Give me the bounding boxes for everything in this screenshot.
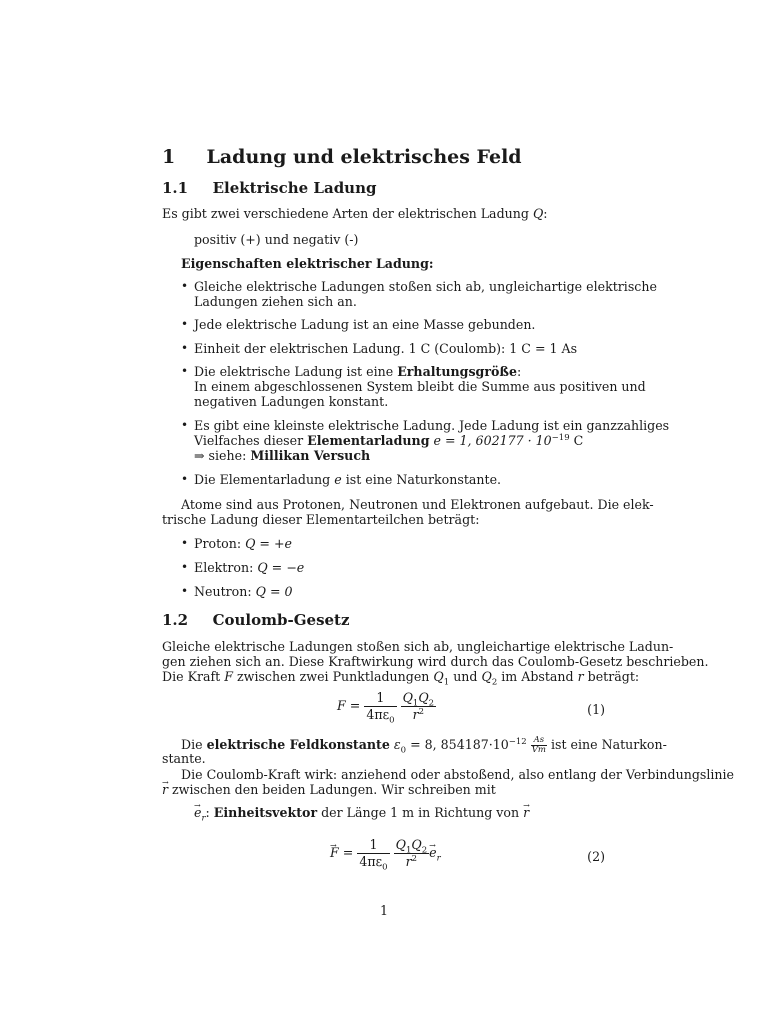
elementary-charge-term: Elementarladung — [307, 433, 430, 448]
page-number: 1 — [380, 903, 389, 918]
paragraph-line: stante. — [162, 751, 206, 766]
equation-2 — [330, 837, 441, 873]
subsection-title: Elektrische Ladung — [212, 179, 377, 197]
charge-symbol: Q — [481, 669, 492, 684]
paragraph-line: Atome sind aus Protonen, Neutronen und Elektronen aufgebaut. Die elek- — [181, 497, 654, 512]
equals-sign: = — [342, 845, 354, 860]
list-item-line: In einem abgeschlossenen System bleibt die Summe aus positiven und — [194, 379, 646, 394]
coulomb-paragraph: Gleiche elektrische Ladungen stoßen sich ab, ungleichartige elektrische Ladun- gen ziehen sich an. Diese Kraftwirkung wird durch das Coulomb-Gesetz beschrieben. Die Kraft F zwischen zwei Punktladungen $Q_1$ und $Q_2$ im Abstand r beträgt: — [162, 639, 709, 688]
paragraph-line: Gleiche elektrische Ladungen stoßen sich ab, ungleichartige elektrische Ladun- — [162, 639, 674, 654]
epsilon-symbol: ε — [393, 737, 401, 752]
unit-denominator: Vm — [531, 745, 546, 755]
particle-charge: Q = −e — [257, 560, 305, 575]
list-item-line: Es gibt eine kleinste elektrische Ladung. Jede Ladung ist ein ganzzahliges — [194, 418, 670, 433]
millikan-reference: Millikan Versuch — [250, 448, 371, 463]
list-item: Jede elektrische Ladung ist an eine Masse gebunden. — [194, 317, 536, 332]
bullet-dot: • — [181, 364, 189, 378]
list-item-text: Die Elementarladung — [194, 472, 331, 487]
list-item-neutron — [194, 584, 293, 599]
paragraph-text: zwischen zwei Punktladungen — [237, 669, 430, 684]
bullet-dot: • — [181, 317, 189, 331]
equation-number: (2) — [587, 849, 605, 864]
elementary-charge-symbol: e — [334, 472, 342, 487]
bullet-dot: • — [181, 472, 189, 486]
section-heading — [162, 146, 522, 168]
fraction-denominator: $r^2$ — [405, 853, 418, 869]
bullet-dot: • — [181, 584, 189, 598]
particle-charge: Q = 0 — [255, 584, 293, 599]
unit-vector-symbol: → e — [429, 845, 436, 860]
paragraph-text: Die Kraft — [162, 669, 221, 684]
subsection-heading-1-1 — [162, 181, 376, 196]
atoms-paragraph — [162, 497, 654, 527]
fraction — [357, 837, 389, 873]
charge-symbol: Q — [411, 837, 422, 852]
paragraph-text: im Abstand — [501, 669, 574, 684]
field-constant-paragraph: Die elektrische Feldkonstante $\varepsilon_0 = 8$, $854187\cdot 10^{-12}$ $\frac{As}{Vm}$ ist eine Naturkon- — [181, 735, 667, 756]
denominator-text: 4πε — [359, 854, 383, 869]
equation-lhs: F = — [337, 698, 361, 713]
r-vector-symbol: → r — [162, 782, 168, 797]
fraction-denominator: $r^2$ — [412, 706, 425, 722]
distance-symbol: r — [412, 707, 419, 722]
fraction — [394, 838, 430, 869]
list-item — [194, 472, 501, 487]
paragraph-line: gen ziehen sich an. Diese Kraftwirkung wird durch das Coulomb-Gesetz beschrieben. — [162, 654, 709, 669]
paragraph-text: und — [453, 669, 478, 684]
bullet-dot: • — [181, 536, 189, 550]
unit-vector-symbol: → e — [194, 805, 201, 820]
subsection-heading-1-2 — [162, 613, 350, 628]
list-item — [194, 418, 669, 463]
elementary-charge-value: e = 1, 602177 · 10 — [433, 433, 552, 448]
paragraph-text: Die — [181, 737, 203, 752]
section-title: Ladung und elektrisches Feld — [206, 146, 522, 168]
intro-paragraph: Es gibt zwei verschiedene Arten der elektrischen Ladung Q: — [162, 206, 548, 221]
paragraph-line: Die Coulomb-Kraft wirk: anziehend oder abstoßend, also entlang der Verbindungslinie — [181, 767, 734, 782]
bullet-dot: • — [181, 341, 189, 355]
list-item-electron — [194, 560, 304, 575]
equation-1 — [337, 690, 436, 726]
list-item-text: Vielfaches dieser — [194, 433, 304, 448]
unit: C — [573, 433, 584, 448]
paragraph-line: trische Ladung dieser Elementarteilchen beträgt: — [162, 512, 480, 527]
fraction-numerator: $Q_1Q_2$ — [395, 837, 428, 856]
unit-vector-definition: → $e_r$: Einheitsvektor der Länge 1 m in Richtung von → r — [194, 805, 529, 820]
section-number: 1 — [162, 146, 176, 168]
fraction-numerator: 1 — [357, 838, 389, 854]
charge-symbol: Q — [532, 206, 544, 221]
paragraph-text: ist eine Naturkon- — [550, 737, 667, 752]
particle-label: Neutron: — [194, 584, 252, 599]
bullet-dot: • — [181, 560, 189, 574]
field-constant-value: = 8, 854187·10 — [410, 737, 509, 752]
list-item-line: Ladungen ziehen sich an. — [194, 294, 357, 309]
unit-vector-term: Einheitsvektor — [213, 805, 318, 820]
exponent: −12 — [508, 736, 527, 747]
paragraph-text: zwischen den beiden Ladungen. Wir schreiben mit — [172, 782, 496, 797]
subsection-number: 1.1 — [162, 179, 189, 197]
unit-numerator: As — [531, 736, 547, 746]
fraction-numerator: 1 — [364, 691, 396, 707]
distance-symbol: r — [577, 669, 584, 684]
field-constant-term: elektrische Feldkonstante — [206, 737, 390, 752]
paragraph-text: beträgt: — [587, 669, 640, 684]
charge-symbol: Q — [395, 837, 406, 852]
fraction-denominator: $4\pi\varepsilon_0$ — [366, 707, 395, 726]
force-symbol: F — [224, 669, 234, 684]
list-item-line: Gleiche elektrische Ladungen stoßen sich ab, ungleichartige elektrische — [194, 279, 657, 294]
list-item — [194, 279, 657, 309]
fraction — [364, 690, 396, 726]
bullet-dot: • — [181, 418, 189, 432]
list-item-text: Die elektrische Ladung ist eine — [194, 364, 394, 379]
fraction-denominator: $4\pi\varepsilon_0$ — [359, 854, 388, 873]
subsection-title: Coulomb-Gesetz — [212, 611, 350, 629]
properties-heading: Eigenschaften elektrischer Ladung: — [181, 256, 434, 271]
coulomb-direction-paragraph — [162, 767, 734, 797]
list-item: Die elektrische Ladung ist eine Erhaltungsgröße: In einem abgeschlossenen System bleibt die Summe aus positiven und negativen Ladungen konstant. — [194, 364, 646, 409]
list-item-proton — [194, 536, 292, 551]
subscript-r: r — [201, 813, 206, 824]
particle-label: Elektron: — [194, 560, 254, 575]
force-vector-symbol: → F — [330, 845, 339, 860]
particle-charge: Q = +e — [245, 536, 292, 551]
fraction-numerator: $Q_1Q_2$ — [402, 690, 435, 709]
bullet-dot: • — [181, 279, 189, 293]
subscript-r: r — [436, 853, 441, 864]
list-item: Einheit der elektrischen Ladung. 1 C (Coulomb): 1 C = 1 As — [194, 341, 578, 356]
list-item-text: ist eine Naturkonstante. — [345, 472, 502, 487]
denominator-text: 4πε — [366, 707, 390, 722]
subsection-number: 1.2 — [162, 611, 189, 629]
charge-symbol: Q — [433, 669, 444, 684]
unit-fraction — [531, 736, 547, 755]
particle-label: Proton: — [194, 536, 242, 551]
conserved-quantity-term: Erhaltungsgröße — [397, 364, 517, 379]
intro-text: Es gibt zwei verschiedene Arten der elektrischen Ladung — [162, 206, 529, 221]
list-item-line: negativen Ladungen konstant. — [194, 394, 389, 409]
charge-symbol: Q — [402, 690, 413, 705]
distance-symbol: r — [405, 854, 412, 869]
r-vector-symbol: → r — [523, 805, 529, 820]
equation-number: (1) — [587, 702, 605, 717]
fraction — [401, 691, 437, 722]
paragraph-text: der Länge 1 m in Richtung von — [321, 805, 520, 820]
charge-symbol: Q — [418, 690, 429, 705]
see-arrow: ⇒ siehe: — [194, 448, 247, 463]
charge-types: positiv (+) und negativ (-) — [194, 232, 359, 247]
exponent: −19 — [551, 432, 570, 443]
